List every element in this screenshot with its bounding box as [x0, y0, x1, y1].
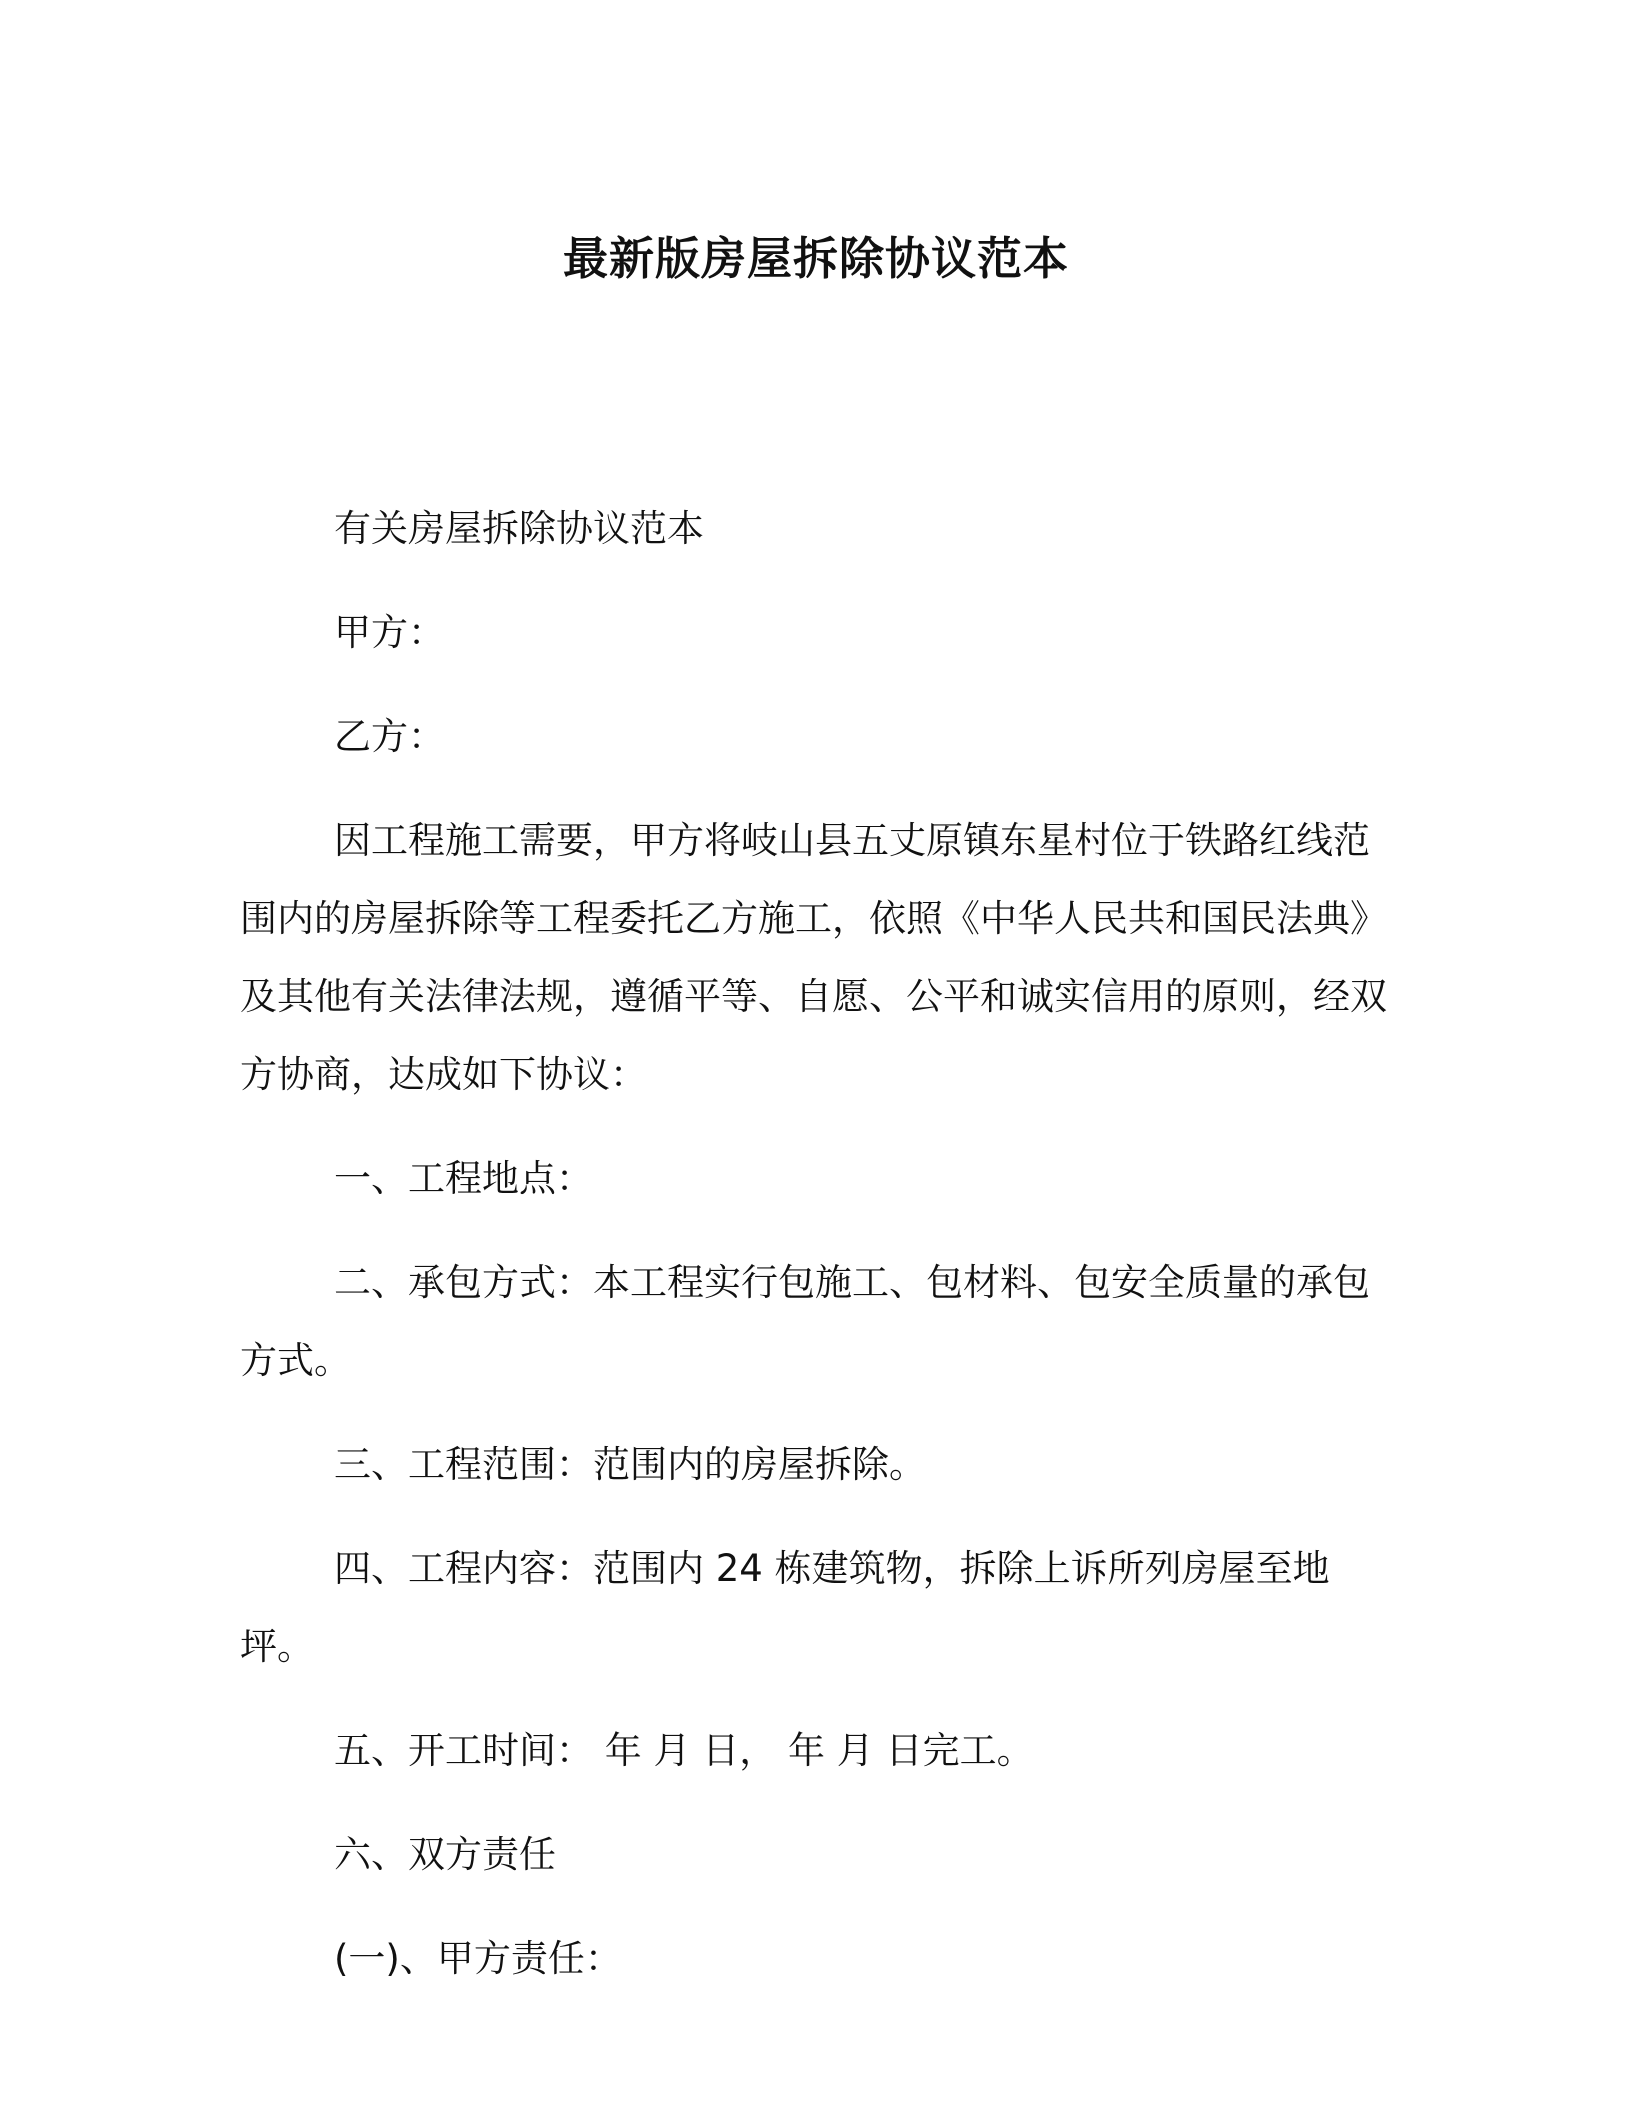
paragraph-party-a: 甲方： [334, 611, 445, 654]
paragraph-clause-1: 一、工程地点： [334, 1157, 593, 1200]
paragraph-preamble: 因工程施工需要，甲方将岐山县五丈原镇东星村位于铁路红线范围内的房屋拆除等工程委托乙方施工，依照《中华人民共和国民法典》及其他有关法律法规，遵循平等、自愿、公平和诚实信用的原则，经双方协商，达成如下协议： [240, 819, 1387, 1096]
document-body [240, 490, 1390, 1998]
paragraph-clause-6-1: (一)、甲方责任： [334, 1937, 622, 1980]
paragraph-clause-4: 四、工程内容：范围内 24 栋建筑物，拆除上诉所列房屋至地坪。 [240, 1547, 1330, 1668]
document-title: 最新版房屋拆除协议范本 [562, 232, 1069, 285]
paragraph-clause-5: 五、开工时间： 年 月 日， 年 月 日完工。 [334, 1729, 1034, 1772]
paragraph-subtitle: 有关房屋拆除协议范本 [334, 507, 704, 550]
paragraph-clause-3: 三、工程范围：范围内的房屋拆除。 [334, 1443, 926, 1486]
paragraph-clause-6: 六、双方责任 [334, 1833, 556, 1876]
paragraph-clause-2: 二、承包方式：本工程实行包施工、包材料、包安全质量的承包方式。 [240, 1261, 1370, 1382]
paragraph-party-b: 乙方： [334, 715, 445, 758]
